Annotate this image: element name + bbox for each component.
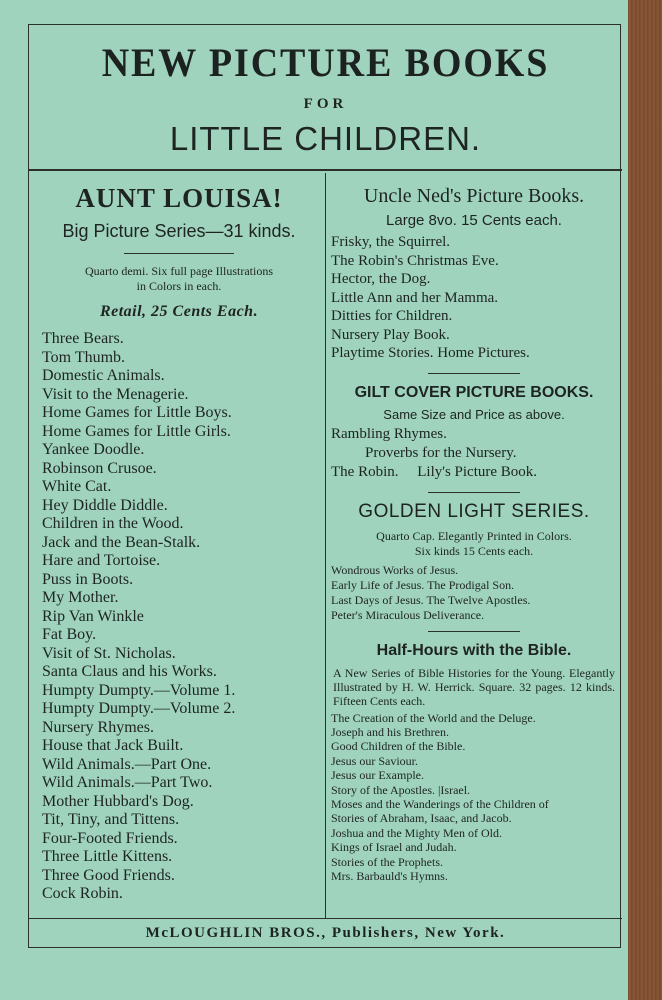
list-item: Jack and the Bean-Stalk. <box>42 533 201 551</box>
gilt-item: Proverbs for the Nursery. <box>365 444 517 461</box>
list-item: Cock Robin. <box>42 885 123 902</box>
list-item: Tom Thumb. <box>42 348 126 366</box>
list-item: Last Days of Jesus. The Twelve Apostles. <box>331 592 531 607</box>
list-item: Nursery Play Book. <box>331 326 450 343</box>
page-title: NEW PICTURE BOOKS <box>101 40 550 85</box>
list-item: Ditties for Children. <box>331 308 453 324</box>
list-item: Stories of Abraham, Isaac, and Jacob. <box>331 811 512 826</box>
list-item: Jesus our Saviour. <box>331 753 418 768</box>
list-item: Wild Animals.—Part One. <box>42 755 212 773</box>
advertisement-frame <box>28 24 621 948</box>
list-item: Kings of Israel and Judah. <box>331 840 457 855</box>
list-item: Children in the Wood. <box>42 515 184 532</box>
gilt-cover-section <box>331 382 617 482</box>
description-line-1: Quarto demi. Six full page Illustrations <box>85 264 273 278</box>
header <box>29 25 622 173</box>
list-item: Mrs. Barbauld's Hymns. <box>331 868 448 883</box>
list-item: Frisky, the Squirrel. <box>331 234 451 250</box>
uncle-ned-list <box>331 233 617 363</box>
header-for: FOR <box>303 96 348 112</box>
bible-description: A New Series of Bible Histories for the Young. Elegantly Illustrated by H. W. Herrick. Square. 32 pages. 12 kinds. Fifteen Cents each. <box>333 665 615 708</box>
list-item: Little Ann and her Mamma. <box>331 289 499 306</box>
list-item: Santa Claus and his Works. <box>42 663 217 680</box>
list-item: Hector, the Dog. <box>331 271 431 287</box>
uncle-ned-section <box>331 183 617 363</box>
list-item: Wondrous Works of Jesus. <box>331 562 459 577</box>
page-subtitle: LITTLE CHILDREN. <box>169 120 482 157</box>
section-title-golden-light: GOLDEN LIGHT SERIES. <box>358 500 590 522</box>
list-item: The Creation of the World and the Deluge. <box>331 710 536 725</box>
list-item: Visit to the Menagerie. <box>42 385 189 403</box>
book-spine <box>628 0 662 1000</box>
divider <box>428 631 520 632</box>
section-title-bible: Half-Hours with the Bible. <box>376 641 572 659</box>
section-subtitle-gilt-cover: Same Size and Price as above. <box>383 406 565 422</box>
list-item: Humpty Dumpty.—Volume 1. <box>42 681 236 699</box>
list-item: House that Jack Built. <box>42 737 184 754</box>
golden-light-list <box>331 563 617 623</box>
list-item: Hey Diddle Diddle. <box>42 496 168 514</box>
section-title-aunt-louisa: AUNT LOUISA! <box>75 183 283 213</box>
list-item: Three Bears. <box>42 330 124 347</box>
list-item: Domestic Animals. <box>42 367 165 384</box>
gilt-item: Rambling Rhymes. <box>331 425 447 442</box>
footer-rule <box>29 918 622 919</box>
list-item: My Mother. <box>42 589 119 606</box>
list-item: Stories of the Prophets. <box>331 854 443 869</box>
right-column <box>331 175 617 883</box>
gilt-item: The Robin. Lily's Picture Book. <box>331 463 538 480</box>
list-item: Story of the Apostles. |Israel. <box>331 782 471 797</box>
divider <box>428 492 520 493</box>
header-rule <box>29 169 622 171</box>
column-divider <box>325 173 326 918</box>
list-item: The Robin's Christmas Eve. <box>331 252 499 269</box>
golden-light-section <box>331 499 617 623</box>
bible-section <box>331 640 617 884</box>
golden-subtitle-2: Six kinds 15 Cents each. <box>414 543 534 558</box>
section-subtitle-aunt-louisa: Big Picture Series—31 kinds. <box>62 221 296 241</box>
list-item: Fat Boy. <box>42 626 97 643</box>
section-title-gilt-cover: GILT COVER PICTURE BOOKS. <box>354 383 594 401</box>
bible-list <box>331 711 617 884</box>
list-item: Visit of St. Nicholas. <box>42 644 176 662</box>
list-item: Peter's Miraculous Deliverance. <box>331 607 485 622</box>
aunt-louisa-section <box>37 175 321 904</box>
list-item: Humpty Dumpty.—Volume 2. <box>42 700 236 717</box>
list-item: Hare and Tortoise. <box>42 552 161 569</box>
list-item: Mother Hubbard's Dog. <box>42 792 194 810</box>
list-item: Moses and the Wanderings of the Children of <box>331 796 549 811</box>
list-item: Three Good Friends. <box>42 866 175 884</box>
divider <box>124 253 234 254</box>
list-item: Joseph and his Brethren. <box>331 724 449 739</box>
description-line-2: in Colors in each. <box>136 279 222 293</box>
price-line: Retail, 25 Cents Each. <box>99 303 259 320</box>
list-item: Rip Van Winkle <box>42 607 144 625</box>
list-item: Wild Animals.—Part Two. <box>42 774 213 791</box>
list-item: Three Little Kittens. <box>42 848 173 865</box>
list-item: Home Games for Little Girls. <box>42 422 231 440</box>
list-item: Puss in Boots. <box>42 570 134 588</box>
list-item: Jesus our Example. <box>331 768 424 783</box>
golden-subtitle-1: Quarto Cap. Elegantly Printed in Colors. <box>376 528 572 543</box>
list-item: Joshua and the Mighty Men of Old. <box>331 825 502 840</box>
list-item: White Cat. <box>42 478 112 495</box>
list-item: Home Games for Little Boys. <box>42 404 232 421</box>
section-title-uncle-ned: Uncle Ned's Picture Books. <box>363 185 585 207</box>
list-item: Good Children of the Bible. <box>331 739 466 754</box>
list-item: Yankee Doodle. <box>42 441 145 458</box>
list-item: Four-Footed Friends. <box>42 829 178 847</box>
title-list <box>42 330 321 904</box>
list-item: Tit, Tiny, and Tittens. <box>42 811 180 828</box>
list-item: Playtime Stories. Home Pictures. <box>331 345 530 361</box>
list-item: Robinson Crusoe. <box>42 459 157 477</box>
publisher-footer: McLOUGHLIN BROS., Publishers, New York. <box>145 925 506 941</box>
section-subtitle-uncle-ned: Large 8vo. 15 Cents each. <box>386 212 562 229</box>
list-item: Nursery Rhymes. <box>42 718 154 736</box>
list-item: Early Life of Jesus. The Prodigal Son. <box>331 577 515 592</box>
divider <box>428 373 520 374</box>
